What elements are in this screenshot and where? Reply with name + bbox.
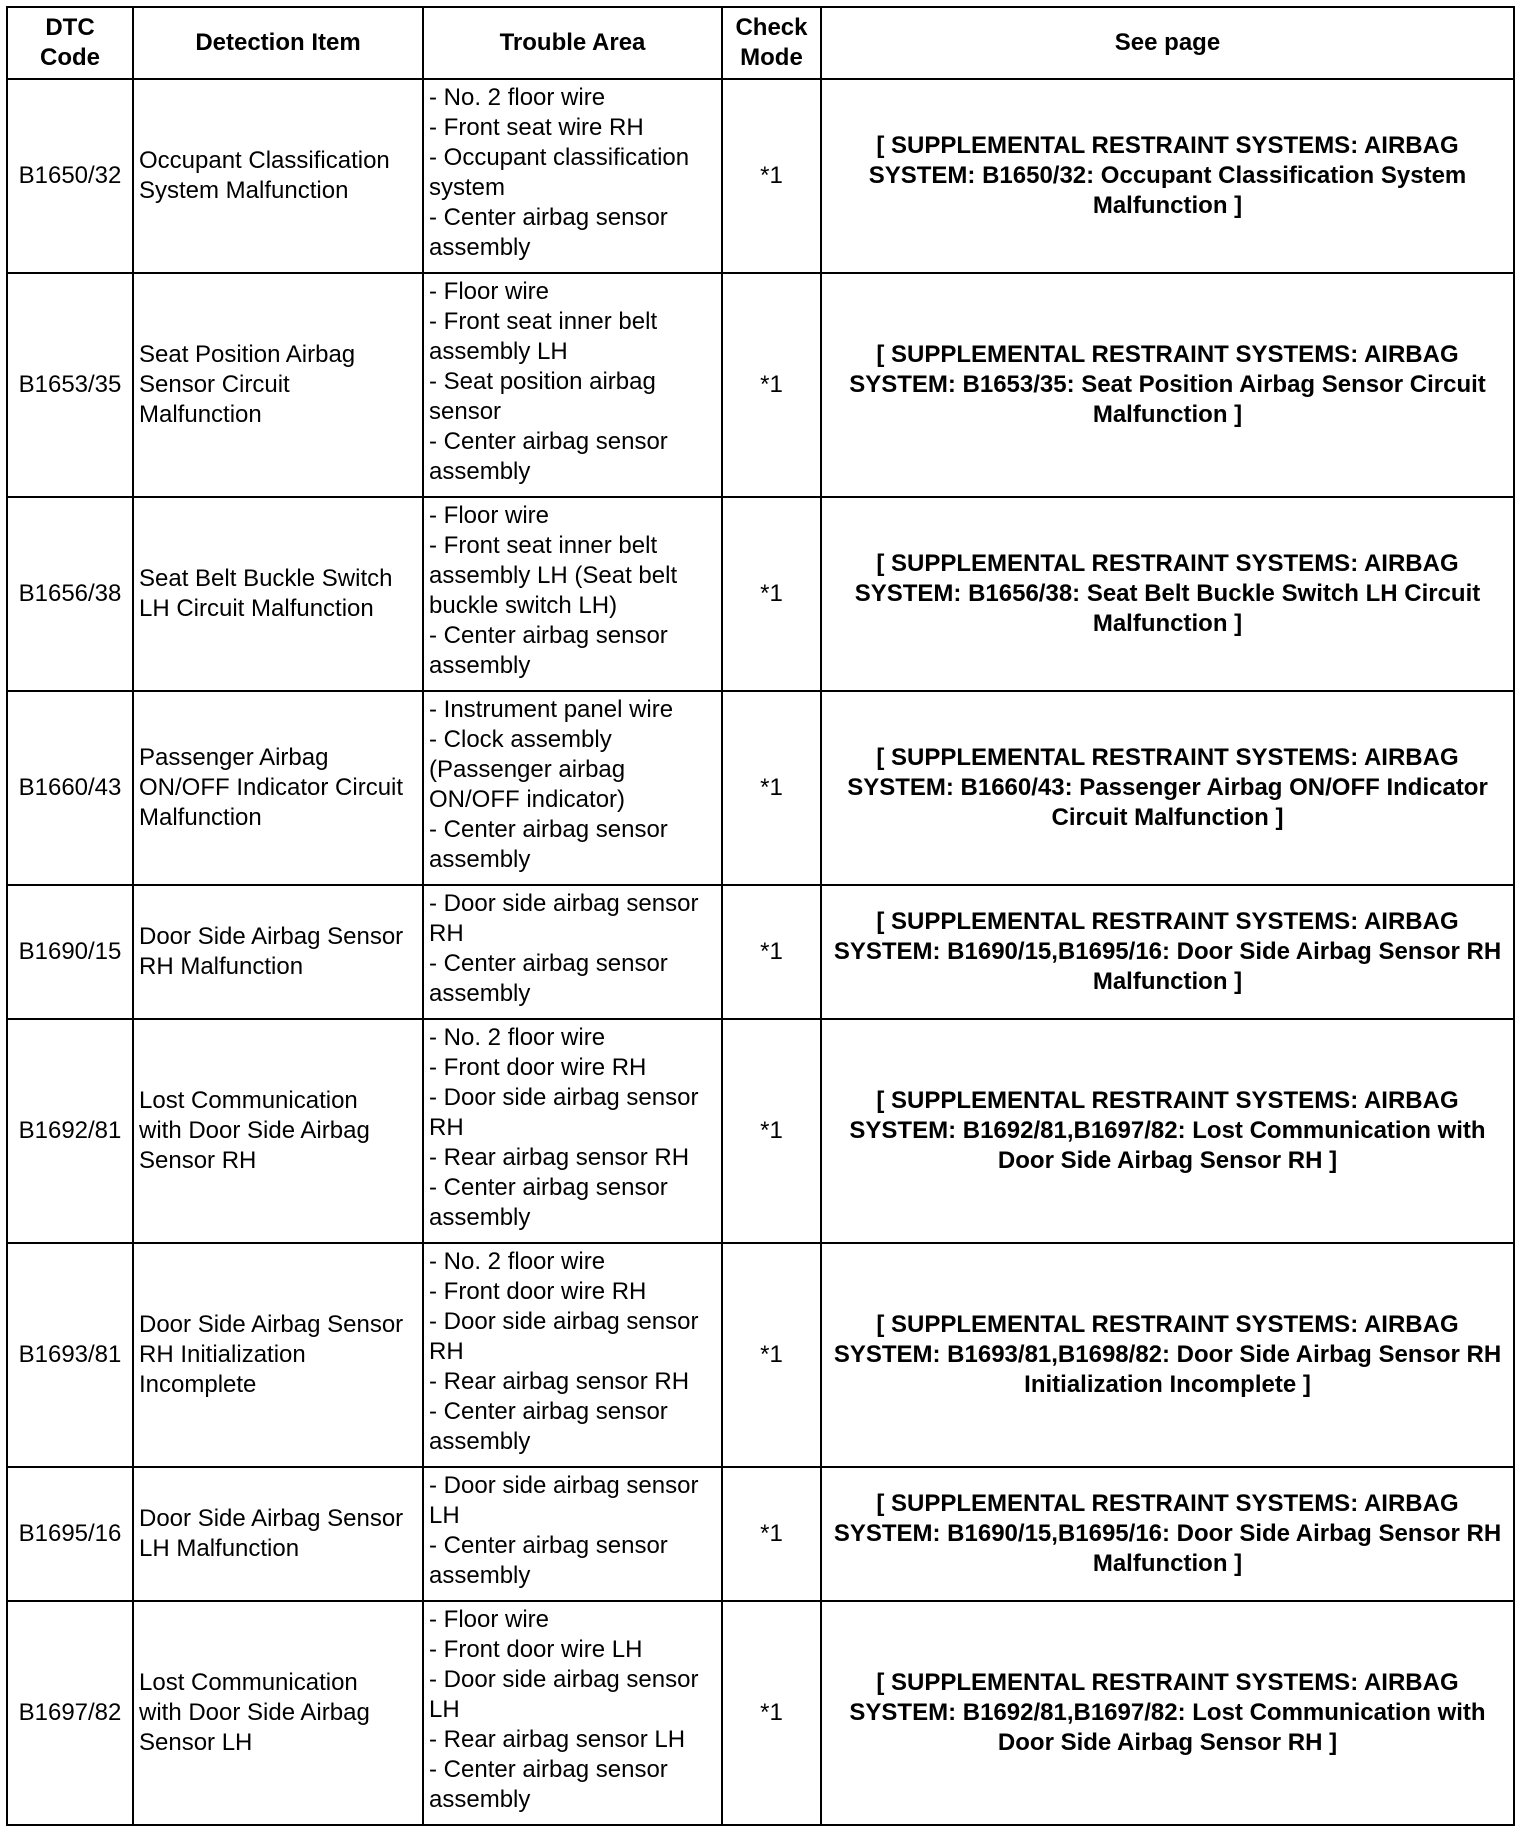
trouble-area-cell: [423, 885, 722, 1019]
trouble-area-line: - Front door wire RH: [429, 1054, 647, 1081]
trouble-area-line: buckle switch LH): [429, 592, 618, 619]
check-mode-cell: *1: [722, 1467, 821, 1601]
trouble-area-line: - Center airbag sensor: [429, 1398, 668, 1425]
check-mode-cell: *1: [722, 885, 821, 1019]
detection-item-line: System Malfunction: [139, 177, 349, 204]
detection-item-cell: [133, 885, 423, 1019]
detection-item-line: Door Side Airbag Sensor: [139, 1311, 404, 1338]
trouble-area-line: - Center airbag sensor: [429, 1756, 668, 1783]
trouble-area-line: - Door side airbag sensor: [429, 1308, 699, 1335]
trouble-area-line: - No. 2 floor wire: [429, 1024, 606, 1051]
see-page-link[interactable]: [ SUPPLEMENTAL RESTRAINT SYSTEMS: AIRBAG SYSTEM: B1650/32: Occupant Classification System Malfunction ]: [821, 79, 1514, 273]
trouble-area-line: assembly: [429, 1428, 531, 1455]
trouble-area-line: LH: [429, 1696, 460, 1723]
header-check-mode-line: Mode: [740, 44, 803, 71]
detection-item-line: Malfunction: [139, 804, 262, 831]
trouble-area-line: - Center airbag sensor: [429, 950, 668, 977]
header-detection-item: Detection Item: [133, 7, 423, 79]
trouble-area-line: - No. 2 floor wire: [429, 1248, 606, 1275]
detection-item-line: LH Malfunction: [139, 1535, 300, 1562]
detection-item-cell: [133, 1601, 423, 1825]
see-page-link[interactable]: [ SUPPLEMENTAL RESTRAINT SYSTEMS: AIRBAG SYSTEM: B1656/38: Seat Belt Buckle Switch LH Circuit Malfunction ]: [821, 497, 1514, 691]
trouble-area-line: - Floor wire: [429, 278, 550, 305]
dtc-code-cell: B1653/35: [7, 273, 133, 497]
trouble-area-line: - Rear airbag sensor RH: [429, 1144, 690, 1171]
trouble-area-line: assembly: [429, 1204, 531, 1231]
detection-item-cell: [133, 1019, 423, 1243]
trouble-area-cell: [423, 1467, 722, 1601]
trouble-area-cell: [423, 273, 722, 497]
detection-item-line: LH Circuit Malfunction: [139, 595, 374, 622]
detection-item-line: Occupant Classification: [139, 147, 390, 174]
header-check-mode: [722, 7, 821, 79]
trouble-area-line: - Floor wire: [429, 502, 550, 529]
dtc-code-cell: B1697/82: [7, 1601, 133, 1825]
see-page-link[interactable]: [ SUPPLEMENTAL RESTRAINT SYSTEMS: AIRBAG SYSTEM: B1653/35: Seat Position Airbag Sensor Circuit Malfunction ]: [821, 273, 1514, 497]
trouble-area-cell: [423, 691, 722, 885]
check-mode-cell: *1: [722, 1019, 821, 1243]
table-row: [7, 273, 1514, 497]
trouble-area-line: - Rear airbag sensor LH: [429, 1726, 686, 1753]
dtc-code-cell: B1656/38: [7, 497, 133, 691]
trouble-area-line: - Front seat wire RH: [429, 114, 644, 141]
trouble-area-line: - Rear airbag sensor RH: [429, 1368, 690, 1395]
detection-item-cell: [133, 497, 423, 691]
trouble-area-line: (Passenger airbag: [429, 756, 626, 783]
detection-item-line: Passenger Airbag: [139, 744, 329, 771]
trouble-area-line: assembly: [429, 652, 531, 679]
trouble-area-line: - Front door wire LH: [429, 1636, 643, 1663]
trouble-area-line: RH: [429, 920, 464, 947]
trouble-area-line: - Door side airbag sensor: [429, 890, 699, 917]
detection-item-cell: [133, 1243, 423, 1467]
header-see-page: See page: [821, 7, 1514, 79]
trouble-area-line: - Front door wire RH: [429, 1278, 647, 1305]
trouble-area-line: - Front seat inner belt: [429, 308, 658, 335]
see-page-link[interactable]: [ SUPPLEMENTAL RESTRAINT SYSTEMS: AIRBAG SYSTEM: B1690/15,B1695/16: Door Side Airbag Sensor RH Malfunction ]: [821, 885, 1514, 1019]
check-mode-cell: *1: [722, 497, 821, 691]
check-mode-cell: *1: [722, 273, 821, 497]
trouble-area-line: - Center airbag sensor: [429, 816, 668, 843]
table-row: [7, 497, 1514, 691]
detection-item-line: Sensor Circuit: [139, 371, 290, 398]
detection-item-line: Door Side Airbag Sensor: [139, 923, 404, 950]
detection-item-line: ON/OFF Indicator Circuit: [139, 774, 404, 801]
trouble-area-line: - Center airbag sensor: [429, 1174, 668, 1201]
trouble-area-line: - Seat position airbag: [429, 368, 656, 395]
trouble-area-line: assembly: [429, 846, 531, 873]
detection-item-line: with Door Side Airbag: [139, 1699, 370, 1726]
dtc-code-cell: B1695/16: [7, 1467, 133, 1601]
table-body: [7, 79, 1514, 1825]
table-row: [7, 1243, 1514, 1467]
dtc-code-cell: B1693/81: [7, 1243, 133, 1467]
dtc-code-cell: B1650/32: [7, 79, 133, 273]
trouble-area-line: RH: [429, 1338, 464, 1365]
trouble-area-line: assembly: [429, 458, 531, 485]
trouble-area-line: - Center airbag sensor: [429, 428, 668, 455]
detection-item-line: Sensor RH: [139, 1147, 257, 1174]
table-row: [7, 79, 1514, 273]
dtc-code-cell: B1692/81: [7, 1019, 133, 1243]
check-mode-cell: *1: [722, 1601, 821, 1825]
detection-item-line: RH Initialization: [139, 1341, 306, 1368]
dtc-code-cell: B1660/43: [7, 691, 133, 885]
trouble-area-line: - No. 2 floor wire: [429, 84, 606, 111]
header-dtc-code: [7, 7, 133, 79]
header-row: [7, 7, 1514, 79]
detection-item-line: Seat Position Airbag: [139, 341, 356, 368]
detection-item-line: Lost Communication: [139, 1087, 358, 1114]
table-row: [7, 1467, 1514, 1601]
detection-item-cell: [133, 1467, 423, 1601]
trouble-area-line: ON/OFF indicator): [429, 786, 626, 813]
detection-item-line: Door Side Airbag Sensor: [139, 1505, 404, 1532]
trouble-area-line: assembly LH: [429, 338, 568, 365]
trouble-area-line: - Center airbag sensor: [429, 622, 668, 649]
see-page-link[interactable]: [ SUPPLEMENTAL RESTRAINT SYSTEMS: AIRBAG SYSTEM: B1692/81,B1697/82: Lost Communication with Door Side Airbag Sensor RH ]: [821, 1019, 1514, 1243]
see-page-link[interactable]: [ SUPPLEMENTAL RESTRAINT SYSTEMS: AIRBAG SYSTEM: B1660/43: Passenger Airbag ON/OFF Indicator Circuit Malfunction ]: [821, 691, 1514, 885]
trouble-area-line: assembly: [429, 980, 531, 1007]
trouble-area-line: LH: [429, 1502, 460, 1529]
trouble-area-line: - Front seat inner belt: [429, 532, 658, 559]
trouble-area-line: assembly: [429, 1562, 531, 1589]
header-trouble-area: Trouble Area: [423, 7, 722, 79]
trouble-area-cell: [423, 1019, 722, 1243]
trouble-area-line: sensor: [429, 398, 502, 425]
see-page-link[interactable]: [ SUPPLEMENTAL RESTRAINT SYSTEMS: AIRBAG SYSTEM: B1690/15,B1695/16: Door Side Airbag Sensor RH Malfunction ]: [821, 1467, 1514, 1601]
trouble-area-line: - Door side airbag sensor: [429, 1666, 699, 1693]
table-row: [7, 1601, 1514, 1825]
detection-item-line: with Door Side Airbag: [139, 1117, 370, 1144]
dtc-table: [6, 6, 1515, 1826]
trouble-area-line: - Door side airbag sensor: [429, 1472, 699, 1499]
detection-item-line: RH Malfunction: [139, 953, 304, 980]
header-check-mode-line: Check: [735, 14, 808, 41]
detection-item-cell: [133, 79, 423, 273]
trouble-area-cell: [423, 1243, 722, 1467]
detection-item-cell: [133, 273, 423, 497]
detection-item-line: Seat Belt Buckle Switch: [139, 565, 393, 592]
trouble-area-line: - Door side airbag sensor: [429, 1084, 699, 1111]
table-row: [7, 1019, 1514, 1243]
trouble-area-line: system: [429, 174, 506, 201]
trouble-area-line: assembly LH (Seat belt: [429, 562, 678, 589]
trouble-area-line: - Clock assembly: [429, 726, 612, 753]
trouble-area-line: assembly: [429, 1786, 531, 1813]
see-page-link[interactable]: [ SUPPLEMENTAL RESTRAINT SYSTEMS: AIRBAG SYSTEM: B1692/81,B1697/82: Lost Communication with Door Side Airbag Sensor RH ]: [821, 1601, 1514, 1825]
trouble-area-cell: [423, 79, 722, 273]
header-dtc-code-line: Code: [40, 44, 100, 71]
trouble-area-line: - Center airbag sensor: [429, 204, 668, 231]
check-mode-cell: *1: [722, 1243, 821, 1467]
trouble-area-line: - Occupant classification: [429, 144, 690, 171]
detection-item-line: Incomplete: [139, 1371, 257, 1398]
detection-item-cell: [133, 691, 423, 885]
trouble-area-line: - Instrument panel wire: [429, 696, 674, 723]
check-mode-cell: *1: [722, 79, 821, 273]
detection-item-line: Lost Communication: [139, 1669, 358, 1696]
header-dtc-code-line: DTC: [45, 14, 95, 41]
trouble-area-line: RH: [429, 1114, 464, 1141]
trouble-area-line: assembly: [429, 234, 531, 261]
check-mode-cell: *1: [722, 691, 821, 885]
detection-item-line: Sensor LH: [139, 1729, 253, 1756]
trouble-area-cell: [423, 1601, 722, 1825]
table-row: [7, 885, 1514, 1019]
detection-item-line: Malfunction: [139, 401, 262, 428]
trouble-area-line: - Center airbag sensor: [429, 1532, 668, 1559]
trouble-area-line: - Floor wire: [429, 1606, 550, 1633]
see-page-link[interactable]: [ SUPPLEMENTAL RESTRAINT SYSTEMS: AIRBAG SYSTEM: B1693/81,B1698/82: Door Side Airbag Sensor RH Initialization Incomplete ]: [821, 1243, 1514, 1467]
table-row: [7, 691, 1514, 885]
trouble-area-cell: [423, 497, 722, 691]
dtc-code-cell: B1690/15: [7, 885, 133, 1019]
